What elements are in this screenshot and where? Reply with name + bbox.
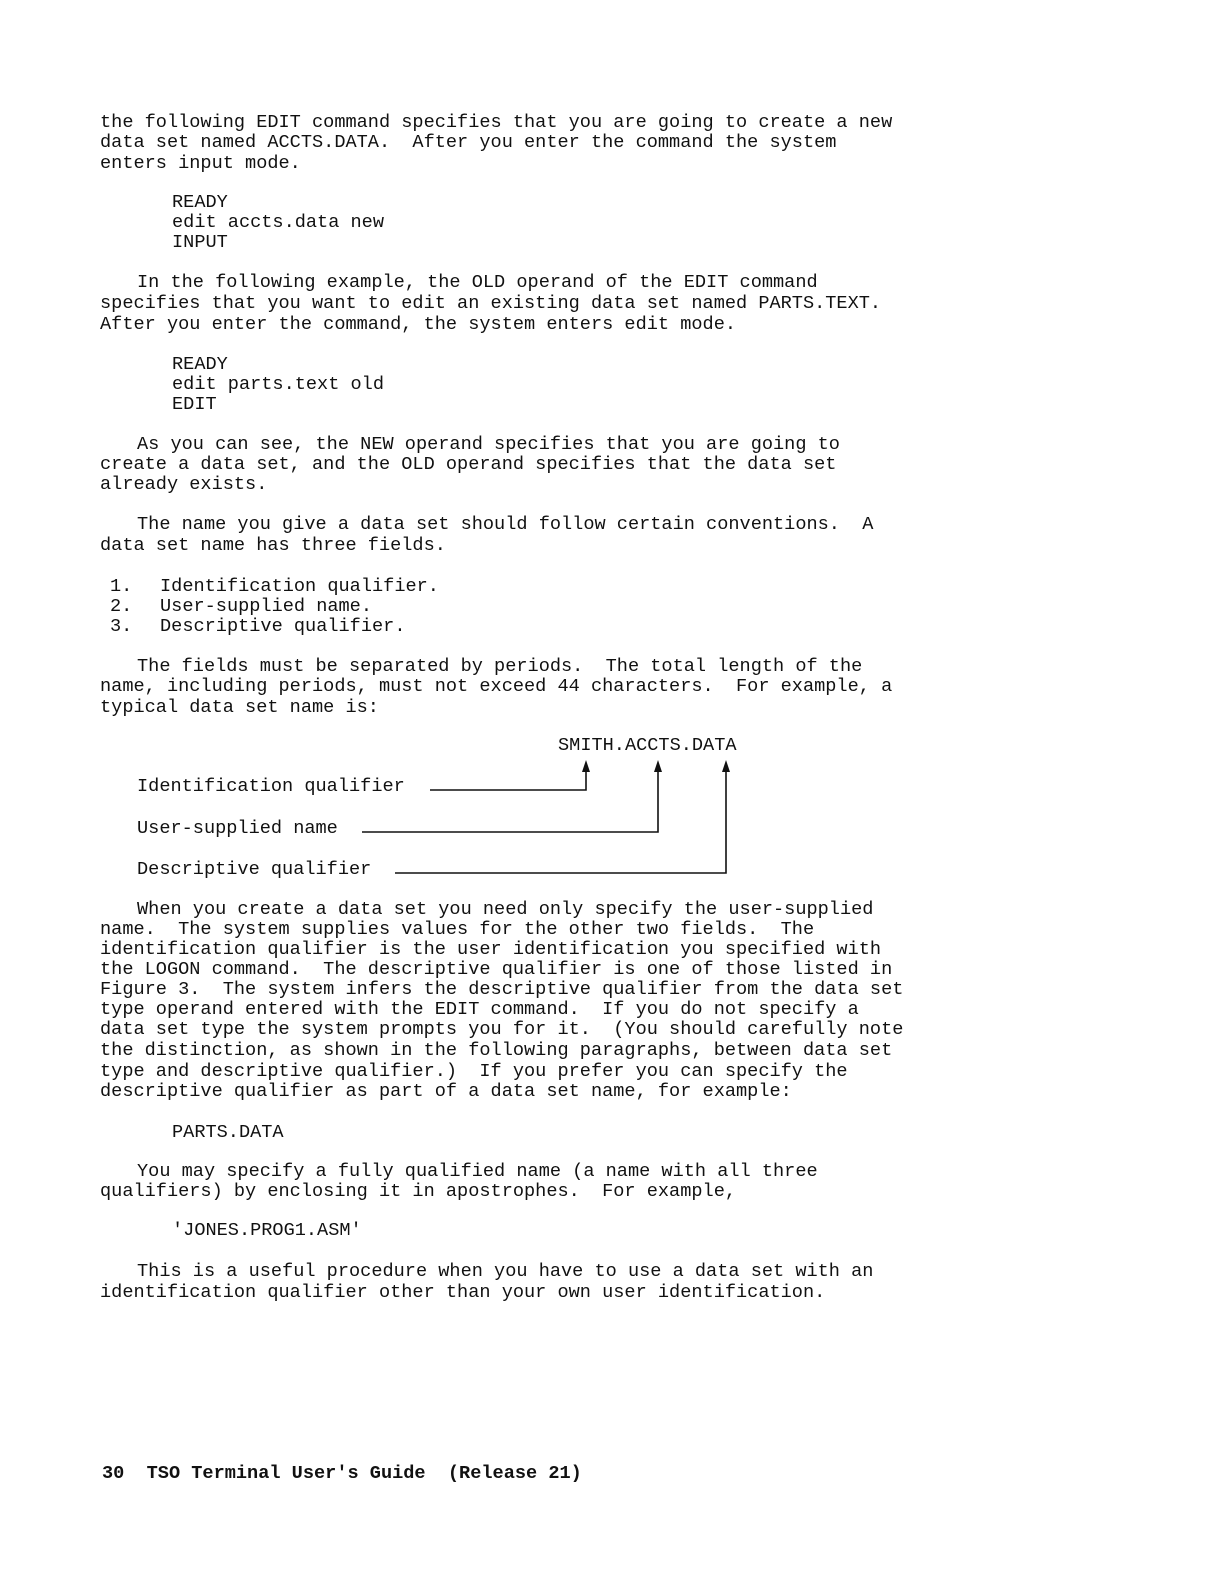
text-line: As you can see, the NEW operand specifies that you are going to	[137, 434, 840, 455]
text-line: After you enter the command, the system enters edit mode.	[100, 314, 737, 335]
text-line: qualifiers) by enclosing it in apostrophes. For example,	[100, 1181, 737, 1202]
text-line: This is a useful procedure when you have to use a data set with an	[137, 1261, 874, 1282]
text-line: type operand entered with the EDIT command. If you do not specify a	[100, 999, 859, 1020]
diagram-label-identification: Identification qualifier	[137, 776, 405, 797]
text-line: identification qualifier other than your own user identification.	[100, 1282, 826, 1303]
text-line: Figure 3. The system infers the descriptive qualifier from the data set	[100, 979, 904, 1000]
text-line: create a data set, and the OLD operand specifies that the data set	[100, 454, 837, 475]
code-line: READY	[172, 192, 228, 213]
arrowhead-icon	[582, 760, 590, 772]
text-line: the distinction, as shown in the following paragraphs, between data set	[100, 1040, 893, 1061]
list-item: User-supplied name.	[160, 596, 373, 617]
text-line: data set name has three fields.	[100, 535, 446, 556]
text-line: specifies that you want to edit an existing data set named PARTS.TEXT.	[100, 293, 882, 314]
text-line: typical data set name is:	[100, 697, 379, 718]
text-line: the LOGON command. The descriptive qualifier is one of those listed in	[100, 959, 893, 980]
text-line: The name you give a data set should follow certain conventions. A	[137, 514, 874, 535]
example-jones-prog: 'JONES.PROG1.ASM'	[172, 1220, 362, 1241]
list-item: Identification qualifier.	[160, 576, 439, 597]
code-line: INPUT	[172, 232, 228, 253]
text-line: In the following example, the OLD operand of the EDIT command	[137, 272, 818, 293]
text-line: identification qualifier is the user identification you specified with	[100, 939, 882, 960]
arrowhead-icon	[722, 760, 730, 772]
text-line: The fields must be separated by periods. The total length of the	[137, 656, 863, 677]
example-parts-data: PARTS.DATA	[172, 1122, 284, 1143]
text-line: name, including periods, must not exceed 44 characters. For example, a	[100, 676, 893, 697]
code-line: READY	[172, 354, 228, 375]
code-line: EDIT	[172, 394, 217, 415]
code-line: edit accts.data new	[172, 212, 385, 233]
text-line: enters input mode.	[100, 153, 301, 174]
diagram-label-user-supplied: User-supplied name	[137, 818, 338, 839]
code-line: edit parts.text old	[172, 374, 385, 395]
text-line: data set named ACCTS.DATA. After you enter the command the system	[100, 132, 837, 153]
text-line: data set type the system prompts you for it. (You should carefully note	[100, 1019, 904, 1040]
diagram-label-descriptive: Descriptive qualifier	[137, 859, 372, 880]
text-line: type and descriptive qualifier.) If you prefer you can specify the	[100, 1061, 848, 1082]
text-line: When you create a data set you need only specify the user-supplied	[137, 899, 874, 920]
list-item: Descriptive qualifier.	[160, 616, 406, 637]
connector-descriptive	[395, 770, 726, 873]
text-line: name. The system supplies values for the other two fields. The	[100, 919, 815, 940]
connector-identification	[430, 770, 586, 790]
list-item-number: 3.	[110, 616, 133, 637]
list-item-number: 1.	[110, 576, 133, 597]
text-line: the following EDIT command specifies that you are going to create a new	[100, 112, 893, 133]
text-line: descriptive qualifier as part of a data set name, for example:	[100, 1081, 792, 1102]
text-line: already exists.	[100, 474, 268, 495]
list-item-number: 2.	[110, 596, 133, 617]
diagram-data-set-name: SMITH.ACCTS.DATA	[558, 735, 737, 756]
text-line: You may specify a fully qualified name (a name with all three	[137, 1161, 818, 1182]
arrowhead-icon	[654, 760, 662, 772]
connector-user-supplied	[362, 770, 658, 832]
page-footer: 30 TSO Terminal User's Guide (Release 21)	[102, 1463, 582, 1484]
